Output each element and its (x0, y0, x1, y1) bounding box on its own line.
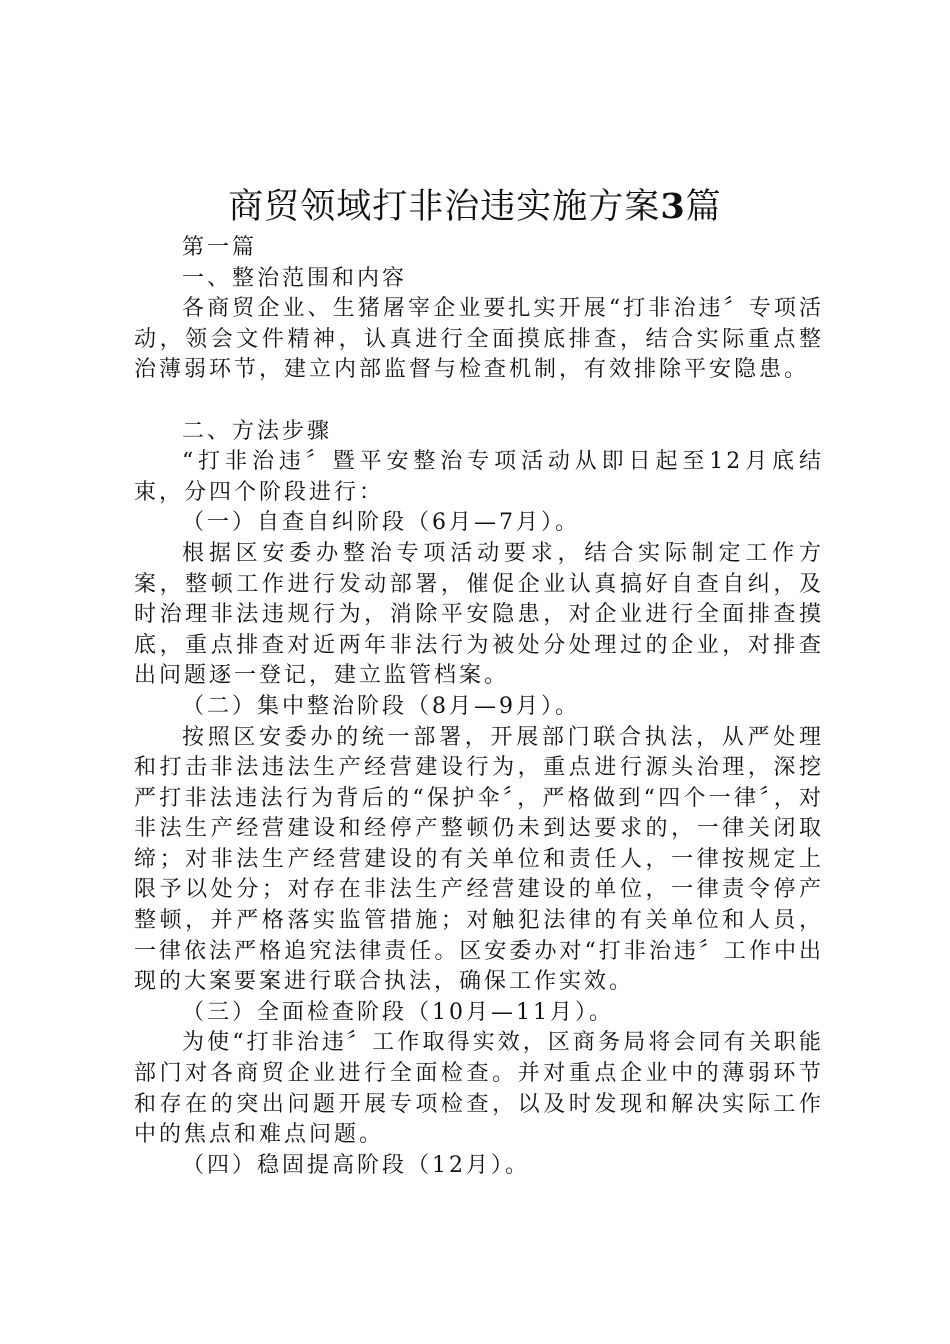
title-text: 商贸领域打非治违实施方案 (228, 187, 661, 227)
stage-heading-4: （四）稳固提高阶段（12月）。 (182, 1152, 530, 1178)
stage-heading-3: （三）全面检查阶段（10月—11月）。 (182, 999, 614, 1025)
stage-heading-2: （二）集中整治阶段（8月—9月）。 (182, 693, 580, 719)
stage-heading-1: （一）自查自纠阶段（6月—7月）。 (182, 510, 580, 536)
title-suffix: 篇 (685, 187, 722, 227)
section-heading-1: 一、整治范围和内容 (182, 265, 408, 291)
paragraph-stage-3: 为使“打非治违〞工作取得实效，区商务局将会同有关职能部门对各商贸企业进行全面检查。并对重点企业中的薄弱环节和存在的突出问题开展专项检查，以及时发现和解决实际工作中的焦点和难点问题。 (134, 1030, 824, 1148)
document-body (134, 233, 824, 1181)
document-title (0, 182, 950, 232)
part-heading: 第一篇 (182, 235, 258, 260)
paragraph-stage-2: 按照区安委办的统一部署，开展部门联合执法，从严处理和打击非法违法生产经营建设行为，重点进行源头治理，深挖严打非法违法行为背后的“保护伞〞，严格做到“四个一律〞，对非法生产经营建设和经停产整顿仍未到达要求的，一律关闭取缔；对非法生产经营建设的有关单位和责任人，一律按规定上限予以处分；对存在非法生产经营建设的单位，一律责令停产整顿，并严格落实监管措施；对触犯法律的有关单位和人员，一律依法严格追究法律责任。区安委办对“打非治违〞工作中出现的大案要案进行联合执法，确保工作实效。 (134, 724, 824, 995)
paragraph-schedule: “打非治违〞暨平安整治专项活动从即日起至12月底结束，分四个阶段进行： (134, 449, 824, 505)
title-number: 3 (660, 186, 686, 227)
paragraph-scope: 各商贸企业、生猪屠宰企业要扎实开展“打非治违〞专项活动，领会文件精神，认真进行全面摸底排查，结合实际重点整治薄弱环节，建立内部监督与检查机制，有效排除平安隐患。 (134, 296, 824, 383)
paragraph-stage-1: 根据区安委办整治专项活动要求，结合实际制定工作方案，整顿工作进行发动部署，催促企业认真搞好自查自纠，及时治理非法违规行为，消除平安隐患，对企业进行全面排查摸底，重点排查对近两年非法行为被处分处理过的企业，对排查出问题逐一登记，建立监管档案。 (134, 540, 824, 689)
section-heading-2: 二、方法步骤 (182, 418, 333, 444)
paragraph-gap (134, 386, 824, 417)
